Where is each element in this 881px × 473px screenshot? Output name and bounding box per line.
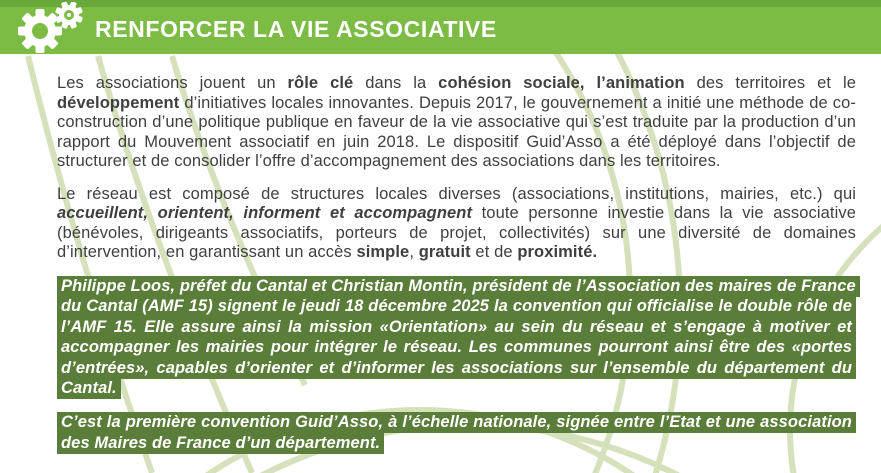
- paragraph-intro: Les associations jouent un rôle clé dans la cohésion sociale, l’animation des territoires et le développement d’initiatives locales innovantes. Depuis 2017, le gouvernement a initié une méthode de co-construction d’une politique publique en faveur de la vie associative qui s’est traduite par la production d’un rapport du Mouvement associatif en juin 2018. Le dispositif Guid’Asso a été déployé dans l’objectif de structurer et de consolider l’offre d’accompagnement des associations dans les territoires.: [57, 74, 856, 170]
- header-bar: [0, 0, 881, 54]
- page-title: RENFORCER LA VIE ASSOCIATIVE: [95, 15, 497, 42]
- paragraph-convention-highlight: Philippe Loos, préfet du Cantal et Christian Montin, président de l’Association des maires de France du Cantal (AMF 15) signent le jeudi 18 décembre 2025 la convention qui officialise le double rôle de l’AMF 15. Elle assure ainsi la mission «Orientation» au sein du réseau et s’engage à motiver et accompagner les mairies pour intégrer le réseau. Les communes pourront ainsi être des «portes d’entrées», capables d’orienter et d’informer les associations sur l’ensemble du département du Cantal.: [57, 276, 856, 400]
- paragraph-first-convention-highlight: C’est la première convention Guid’Asso, à l’échelle nationale, signée entre l’Etat et une association des Maires de France d’un département.: [57, 412, 856, 453]
- paragraph-network: Le réseau est composé de structures locales diverses (associations, institutions, mairies, etc.) qui accueillent, orientent, informent et accompagnent toute personne investie dans la vie associative (bénévoles, dirigeants associatifs, porteurs de projet, collectivités) sur une diversité de domaines d’intervention, en garantissant un accès simple, gratuit et de proximité.: [57, 184, 856, 261]
- content: [57, 54, 856, 473]
- gears-icon: [8, 2, 84, 54]
